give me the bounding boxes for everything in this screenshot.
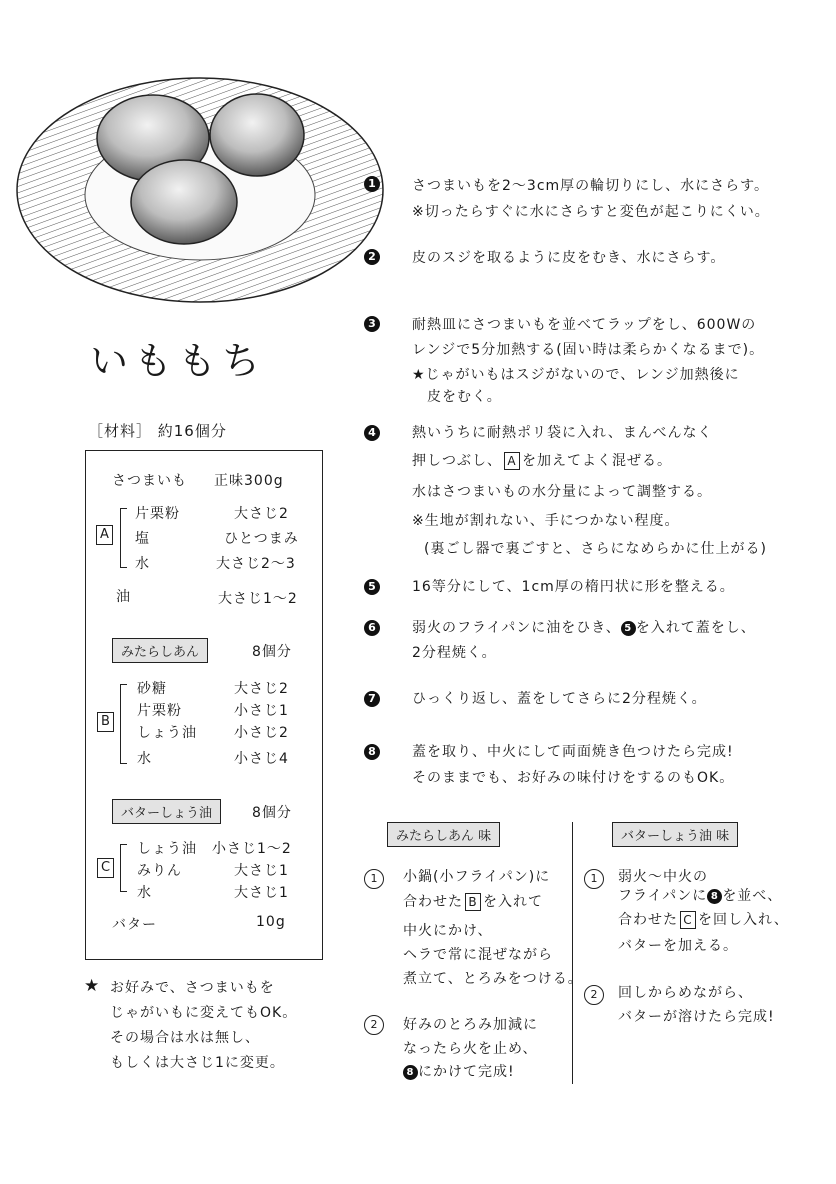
group-b-bracket xyxy=(120,684,127,764)
substep-text: にかけて完成! xyxy=(418,1064,515,1080)
mochi-3 xyxy=(131,160,237,244)
group-c-bracket xyxy=(120,844,127,892)
step-text: を入れて蓋をし、 xyxy=(635,620,756,636)
step-text: 2分程焼く。 xyxy=(412,645,497,661)
step-text: 弱火のフライパンに油をひき、 xyxy=(412,620,621,636)
substep-text: 煮立て、とろみをつける。 xyxy=(403,971,583,987)
substep-text-with-ref xyxy=(403,1061,515,1081)
step-text: ※切ったらすぐに水にさらすと変色が起こりにくい。 xyxy=(412,204,770,220)
ingredient-name: 水 xyxy=(137,751,152,767)
butter-count: 8個分 xyxy=(252,805,292,821)
mochi-2 xyxy=(210,94,304,176)
step-text: ※生地が割れない、手につかない程度。 xyxy=(412,513,680,529)
step-ref-number: 8 xyxy=(707,889,722,904)
step-number: 1 xyxy=(364,176,380,192)
mitarashi-count: 8個分 xyxy=(252,644,292,660)
recipe-title: いももち xyxy=(90,339,267,383)
ingredients-header: ［材料］ 約16個分 xyxy=(88,422,227,440)
plate-illustration xyxy=(10,55,390,325)
ingredient-amount: 大さじ2 xyxy=(234,681,289,697)
step-text: 耐熱皿にさつまいもを並べてラップをし、600Wの xyxy=(412,317,757,333)
ingredient-name: 油 xyxy=(116,589,131,605)
step-text: そのままでも、お好みの味付けをするのもOK。 xyxy=(412,770,735,786)
note-line: じゃがいもに変えてもOK。 xyxy=(110,1005,298,1021)
ingredient-amount: 10g xyxy=(256,914,286,930)
step-text: 水はさつまいもの水分量によって調整する。 xyxy=(412,484,712,500)
substep-text: バターが溶けたら完成! xyxy=(618,1009,775,1025)
step-number: 6 xyxy=(364,620,380,636)
ingredient-amount: ひとつまみ xyxy=(224,531,299,547)
ingredient-name: 塩 xyxy=(135,531,150,547)
group-ref-box: B xyxy=(465,893,481,911)
step-text: 押しつぶし、 xyxy=(412,453,502,469)
step-text: ひっくり返し、蓋をしてさらに2分程焼く。 xyxy=(412,691,707,707)
ingredient-name: 水 xyxy=(135,556,150,572)
butter-tag: バターしょう油 xyxy=(112,799,221,824)
ingredient-amount: 大さじ1 xyxy=(234,863,289,879)
step-text: レンジで5分加熱する(固い時は柔らかくなるまで)。 xyxy=(412,342,765,358)
ingredient-amount: 大さじ2 xyxy=(234,506,289,522)
group-a-label: A xyxy=(96,525,113,545)
substep-text-with-box xyxy=(403,891,543,911)
group-c-label: C xyxy=(97,858,114,878)
step-text-with-box xyxy=(412,450,672,470)
note-line: お好みで、さつまいもを xyxy=(110,980,275,996)
substep-number: 2 xyxy=(584,985,604,1005)
substep-text: フライパンに xyxy=(618,888,708,904)
step-ref-number: 8 xyxy=(403,1065,418,1080)
group-b-label: B xyxy=(97,712,114,732)
substep-text: 合わせた xyxy=(403,894,463,910)
ingredient-name: さつまいも xyxy=(112,473,187,489)
mitarashi-section-tag: みたらしあん 味 xyxy=(387,822,500,847)
group-ref-box: A xyxy=(504,452,520,470)
substep-text: 合わせた xyxy=(618,912,678,928)
ingredient-amount: 大さじ1〜2 xyxy=(218,591,298,607)
ingredient-name: 片栗粉 xyxy=(137,703,182,719)
butter-section-tag: バターしょう油 味 xyxy=(612,822,738,847)
substep-number: 2 xyxy=(364,1015,384,1035)
step-text: ★じゃがいもはスジがないので、レンジ加熱後に xyxy=(412,367,740,383)
step-text: 蓋を取り、中火にして両面焼き色つけたら完成! xyxy=(412,744,734,760)
step-ref-number: 5 xyxy=(621,621,636,636)
step-number: 4 xyxy=(364,425,380,441)
step-text: 16等分にして、1cm厚の楕円状に形を整える。 xyxy=(412,579,735,595)
ingredient-name: 水 xyxy=(137,885,152,901)
note-line: その場合は水は無し、 xyxy=(110,1030,260,1046)
ingredient-amount: 大さじ1 xyxy=(234,885,289,901)
note-line: もしくは大さじ1に変更。 xyxy=(110,1055,285,1071)
ingredient-amount: 小さじ2 xyxy=(234,725,289,741)
ingredient-amount: 小さじ1〜2 xyxy=(212,841,292,857)
ingredient-amount: 小さじ1 xyxy=(234,703,289,719)
step-text: (裏ごし器で裏ごすと、さらになめらかに仕上がる) xyxy=(424,541,767,557)
substep-text: を並べ、 xyxy=(722,888,783,904)
ingredient-name: バター xyxy=(112,917,157,933)
step-text: 熱いうちに耐熱ポリ袋に入れ、まんべんなく xyxy=(412,425,713,441)
ingredient-name: 砂糖 xyxy=(137,681,167,697)
substep-number: 1 xyxy=(584,869,604,889)
substep-text: ヘラで常に混ぜながら xyxy=(403,947,553,963)
substep-text-with-box xyxy=(618,909,789,929)
substep-text: なったら火を止め、 xyxy=(403,1041,538,1057)
group-ref-box: C xyxy=(680,911,696,929)
step-text: を加えてよく混ぜる。 xyxy=(522,453,672,469)
substep-text: を入れて xyxy=(483,894,543,910)
step-number: 2 xyxy=(364,249,380,265)
step-number: 7 xyxy=(364,691,380,707)
ingredient-amount: 大さじ2〜3 xyxy=(216,556,296,572)
step-text-with-ref xyxy=(412,617,756,637)
ingredient-amount: 小さじ4 xyxy=(234,751,289,767)
substep-text: を回し入れ、 xyxy=(698,912,789,928)
section-divider xyxy=(572,822,573,1084)
substep-text: 回しからめながら、 xyxy=(618,985,753,1001)
step-number: 8 xyxy=(364,744,380,760)
mitarashi-tag: みたらしあん xyxy=(112,638,208,663)
ingredient-name: しょう油 xyxy=(137,725,197,741)
substep-text: 好みのとろみ加減に xyxy=(403,1017,538,1033)
ingredient-name: しょう油 xyxy=(137,841,197,857)
ingredient-name: 片栗粉 xyxy=(135,506,180,522)
substep-number: 1 xyxy=(364,869,384,889)
ingredient-name: みりん xyxy=(137,863,182,879)
step-text: さつまいもを2〜3cm厚の輪切りにし、水にさらす。 xyxy=(412,178,770,194)
step-text: 皮のスジを取るように皮をむき、水にさらす。 xyxy=(412,250,726,266)
group-a-bracket xyxy=(120,508,127,568)
substep-text: バターを加える。 xyxy=(618,938,738,954)
step-number: 3 xyxy=(364,316,380,332)
substep-text: 小鍋(小フライパン)に xyxy=(403,869,551,885)
ingredient-amount: 正味300g xyxy=(214,473,284,489)
step-number: 5 xyxy=(364,579,380,595)
substep-text-with-ref xyxy=(618,885,782,905)
step-text: 皮をむく。 xyxy=(412,389,502,405)
substep-text: 中火にかけ、 xyxy=(403,923,493,939)
star-icon: ★ xyxy=(84,976,101,996)
substep-text: 弱火〜中火の xyxy=(618,869,708,885)
